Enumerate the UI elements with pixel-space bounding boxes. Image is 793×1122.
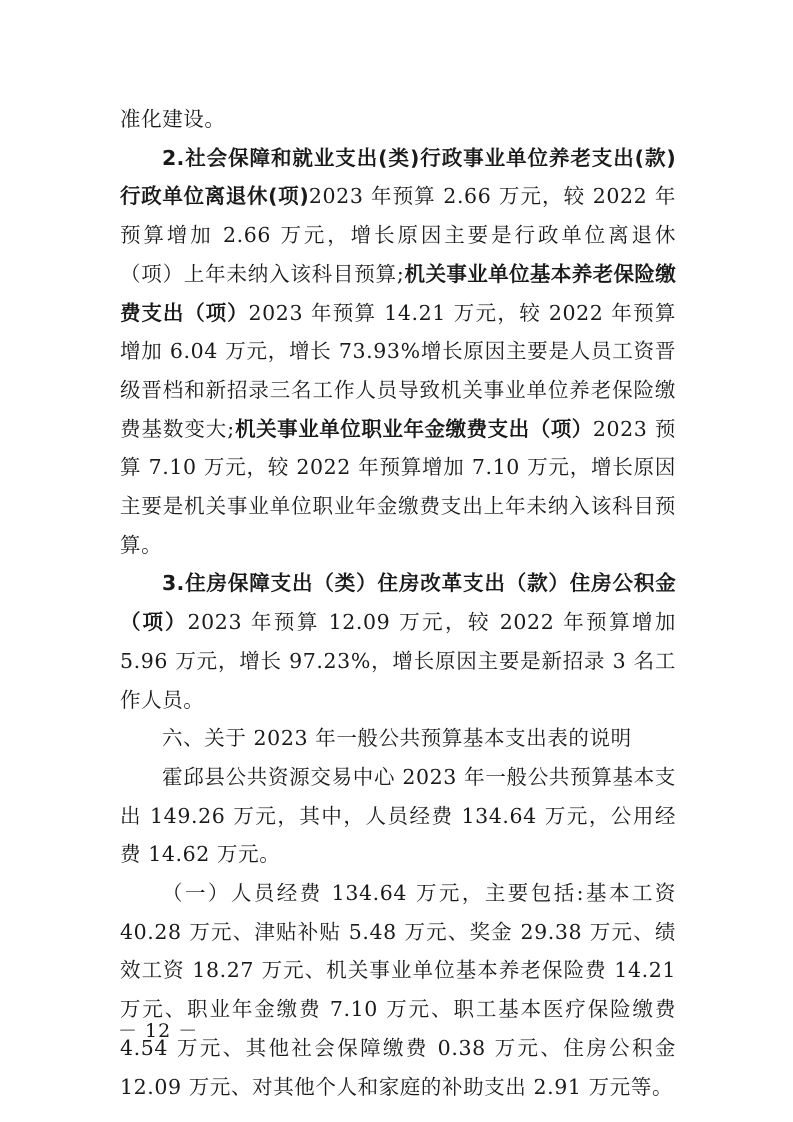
- paragraph-social-security: [120, 139, 676, 565]
- page-number: － 12 －: [118, 1020, 199, 1042]
- text-basic-pension: 2023 年预算 14.21 万元，较 2022 年预算增加 6.04 万元，增长 73.93%增长原因主要是人员工资晋级晋档和新招录三名工作人员导致机关事业单位养老保险缴费基数变大;: [120, 300, 676, 441]
- document-body: [120, 100, 676, 1106]
- text-occupational-annuity: 2023 预算 7.10 万元，较 2022 年预算增加 7.10 万元，增长原因主要是机关事业单位职业年金缴费支出上年未纳入该科目预算。: [120, 416, 676, 557]
- section-heading-six: 六、关于 2023 年一般公共预算基本支出表的说明: [162, 726, 632, 751]
- text-housing: 2023 年预算 12.09 万元，较 2022 年预算增加 5.96 万元，增长 97.23%，增长原因主要是新招录 3 名工作人员。: [120, 610, 676, 712]
- paragraph-continuation: 准化建设。: [120, 107, 226, 131]
- heading-basic-pension: 机关事业单位基本养老保险缴费支出（项）: [120, 261, 676, 325]
- paragraph-personnel-expenses: （一）人员经费 134.64 万元，主要包括:基本工资 40.28 万元、津贴补贴 5.48 万元、奖金 29.38 万元、绩效工资 18.27 万元、机关事业单位基本养老保险费 14.21 万元、职业年金缴费 7.10 万元、职工基本医疗保险缴费 4.54 万元、其他社会保障缴费 0.38 万元、住房公积金 12.09 万元、对其他个人和家庭的补助支出 2.91 万元等。: [120, 881, 676, 1099]
- paragraph-housing: [120, 564, 676, 719]
- heading-housing: 3.住房保障支出（类）住房改革支出（款）住房公积金（项）: [120, 571, 676, 635]
- heading-social-security: 2.社会保障和就业支出(类)行政事业单位养老支出(款)行政单位离退休(项): [120, 145, 676, 209]
- text-social-security-1: 2023 年预算 2.66 万元，较 2022 年预算增加 2.66 万元，增长原因主要是行政单位离退休（项）上年未纳入该科目预算;: [120, 184, 676, 286]
- heading-occupational-annuity: 机关事业单位职业年金缴费支出（项）: [234, 416, 593, 441]
- paragraph-basic-expenditure: 霍邱县公共资源交易中心 2023 年一般公共预算基本支出 149.26 万元，其中，人员经费 134.64 万元，公用经费 14.62 万元。: [120, 764, 676, 867]
